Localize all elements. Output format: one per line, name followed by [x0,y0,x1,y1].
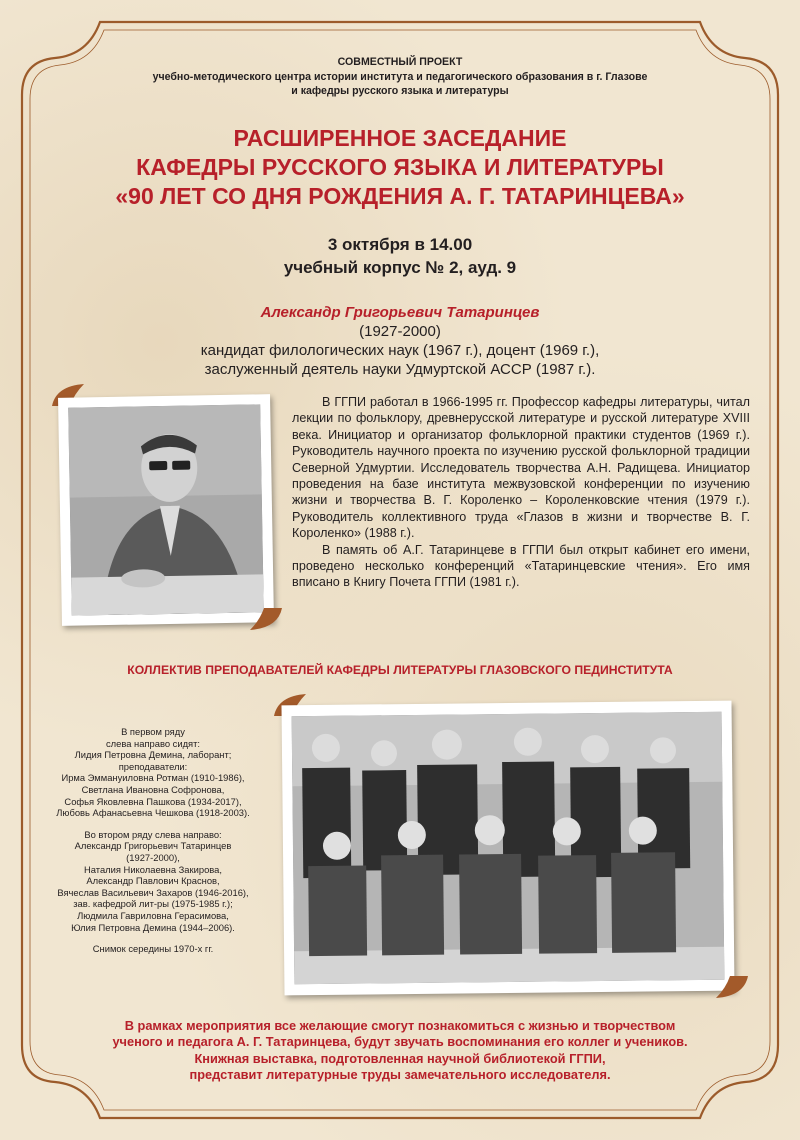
caption-second-row-line: Юлия Петровна Демина (1944–2006). [71,921,235,933]
title-line-1: РАСШИРЕННОЕ ЗАСЕДАНИЕ [233,125,567,151]
footer-line-4: представит литературные труды замечательного исследователя. [189,1067,611,1083]
caption-first-row-line: слева направо сидят: [105,737,201,749]
event-place: учебный корпус № 2, ауд. 9 [283,258,517,277]
caption-second-row-line: Во втором ряду слева направо: [84,828,222,840]
footer-line-3: Книжная выставка, подготовленная научной библиотекой ГГПИ, [194,1050,606,1066]
caption-first-row-line: Светлана Ивановна Софронова, [81,783,225,795]
caption-second-row-line: (1927-2000), [126,851,180,863]
group-photo-caption [40,726,266,965]
caption-first-row-line: Ирма Эммануиловна Ротман (1910-1986), [61,772,245,784]
person-honor: заслуженный деятель науки Удмуртской АССР (1987 г.). [204,361,596,378]
title-line-2: КАФЕДРЫ РУССКОГО ЯЗЫКА И ЛИТЕРАТУРЫ [136,154,664,180]
caption-second-row-line: Наталия Николаевна Закирова, [83,863,222,875]
footer-line-1: В рамках мероприятия все желающие смогут познакомиться с жизнью и творчеством [124,1018,676,1033]
caption-second-row [40,829,266,933]
caption-second-row-line: Александр Григорьевич Татаринцев [74,840,232,852]
person-years: (1927-2000) [359,323,441,340]
title-line-3: «90 ЛЕТ СО ДНЯ РОЖДЕНИЯ А. Г. ТАТАРИНЦЕВА» [115,183,685,209]
caption-first-row-line: Любовь Афанасьевна Чешкова (1918-2003). [56,807,250,819]
caption-first-row-line: Лидия Петровна Демина, лаборант; [74,749,232,761]
portrait-photo [58,394,274,626]
caption-second-row-line: Александр Павлович Краснов, [86,875,220,887]
person-info [160,303,640,379]
caption-first-row-line: преподаватели: [118,760,188,772]
caption-first-row-line: В первом ряду [121,726,185,737]
bio-paragraph-1: В ГГПИ работал в 1966-1995 гг. Профессор кафедры литературы, читал лекции по фольклору, древнерусской литературе и русской литературе XVIII века. Инициатор и организатор фольклорной практики студентов (1969 г.). Руководитель научного проекта по изучению русской фольклорной традиции Северной Удмуртии. Исследователь творчества А.Н. Радищева. Инициатор проведения на базе института межвузовской конференции по изучению жизни и творчества В. Г. Короленко – Короленковские чтения (1979 г.). Руководитель коллективного труда «Глазов в жизни и творчестве В. Г. Короленко» (1988 г.). [292,395,750,541]
person-degree: кандидат филологических наук (1967 г.), доцент (1969 г.), [200,342,600,359]
photo-date-note: Снимок середины 1970-х гг. [92,943,214,955]
caption-first-row-line: Софья Яковлевна Пашкова (1934-2017), [64,795,242,807]
collective-title: КОЛЛЕКТИВ ПРЕПОДАВАТЕЛЕЙ КАФЕДРЫ ЛИТЕРАТУРЫ ГЛАЗОВСКОГО ПЕДИНСТИТУТА [127,663,673,677]
group-photo [281,701,734,996]
project-header [0,55,800,99]
caption-second-row-line: Вячеслав Васильевич Захаров (1946-2016), [57,886,249,898]
portrait-image [68,404,264,615]
footer-announcement [0,1018,800,1084]
group-photo-corner-bottom-right [712,972,752,1002]
project-line-1: СОВМЕСТНЫЙ ПРОЕКТ [337,56,463,68]
bio-paragraph-2: В память об А.Г. Татаринцеве в ГГПИ был открыт кабинет его имени, проведено несколько конференций «Татаринцевские чтения». Его имя вписано в Книгу Почета ГГПИ (1981 г.). [292,542,750,590]
event-when-where [0,233,800,279]
person-name: Александр Григорьевич Татаринцев [260,304,540,321]
event-datetime: 3 октября в 14.00 [327,235,473,254]
project-line-3: и кафедры русского языка и литературы [291,85,509,97]
biography [292,394,750,591]
caption-second-row-line: зав. кафедрой лит-ры (1975-1985 г.); [73,898,233,910]
footer-line-2: ученого и педагога А. Г. Татаринцева, будут звучать воспоминания его коллег и учеников. [112,1034,688,1050]
photo-corner-bottom-right [246,604,286,634]
group-image [292,712,725,984]
event-title [0,124,800,211]
caption-second-row-line: Людмила Гавриловна Герасимова, [77,909,229,921]
caption-first-row [40,726,266,819]
project-line-2: учебно-методического центра истории института и педагогического образования в г. Глазове [152,70,648,83]
